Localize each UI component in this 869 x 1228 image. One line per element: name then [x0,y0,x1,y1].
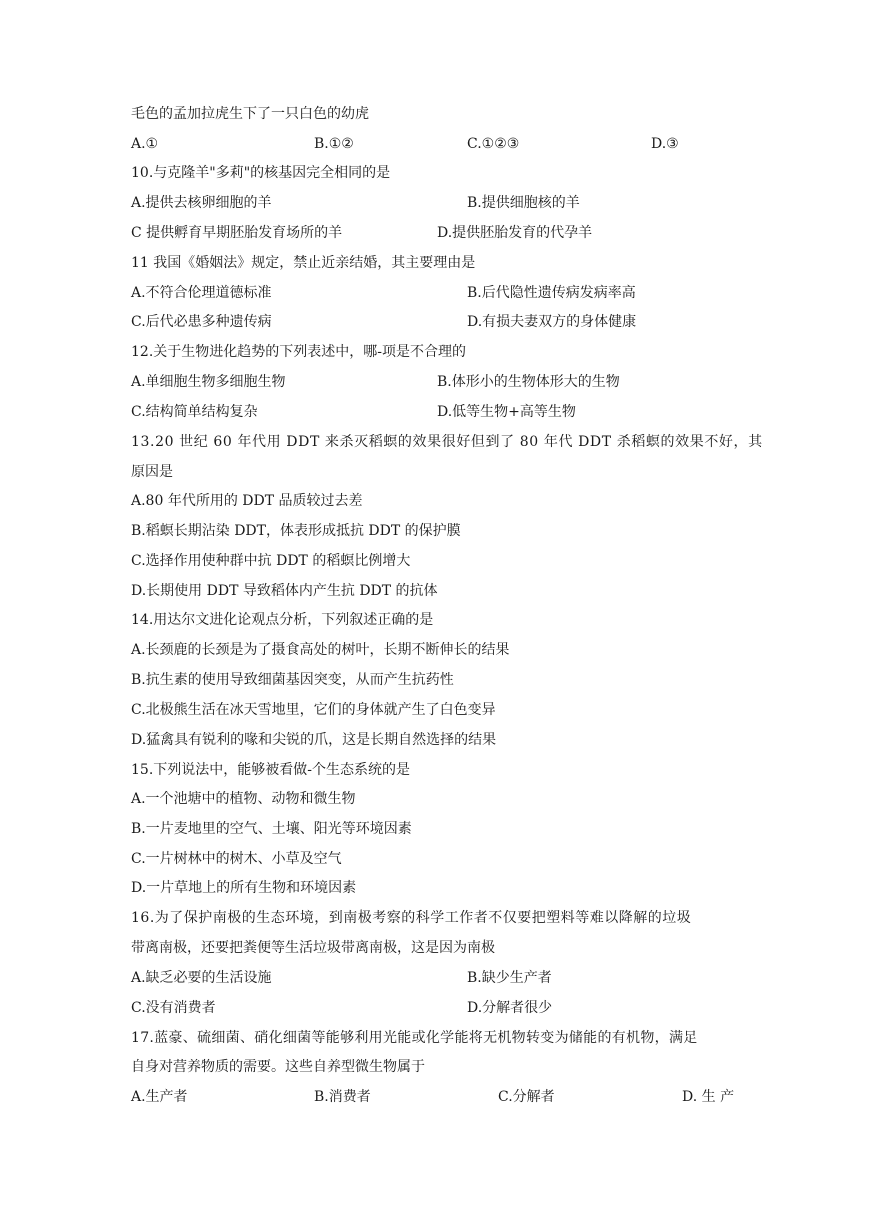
q16-option-c: C.没有消费者 [131,1000,216,1016]
q13-option-d: D.长期使用 DDT 导致稻体内产生抗 DDT 的抗体 [131,583,438,599]
q16-option-b: B.缺少生产者 [467,970,552,986]
question-17-cont: 自身对营养物质的需要。这些自养型微生物属于 [131,1059,425,1075]
q10-option-b: B.提供细胞核的羊 [467,195,580,211]
question-17: 17.蓝豪、硫细菌、硝化细菌等能够利用光能或化学能将无机物转变为储能的有机物，满足 [131,1030,698,1046]
q14-option-b: B.抗生素的使用导致细菌基因突变，从而产生抗药性 [131,672,454,688]
q13-option-a: A.80 年代所用的 DDT 品质较过去差 [131,493,363,509]
q10-option-c: C 提供孵育早期胚胎发育场所的羊 [131,225,343,241]
q9-option-c: C.①②③ [467,136,520,152]
question-13-cont: 原因是 [131,464,173,480]
q17-option-b: B.消费者 [314,1089,371,1105]
q12-option-d: D.低等生物+高等生物 [437,404,576,420]
question-15: 15.下列说法中，能够被看做-个生态系统的是 [131,762,410,778]
q15-option-b: B.一片麦地里的空气、土壤、阳光等环境因素 [131,821,412,837]
question-16: 16.为了保护南极的生态环境，到南极考察的科学工作者不仅要把塑料等难以降解的垃圾 [131,910,692,926]
question-16-cont: 带离南极，还要把粪便等生活垃圾带离南极，这是因为南极 [131,940,495,956]
q16-option-a: A.缺乏必要的生活设施 [131,970,272,986]
q14-option-d: D.猛禽具有锐利的喙和尖锐的爪，这是长期自然选择的结果 [131,732,497,748]
question-10: 10.与克隆羊"多莉"的核基因完全相同的是 [131,165,391,181]
question-13: 13.20 世纪 60 年代用 DDT 来杀灭稻螟的效果很好但到了 80 年代 DDT 杀稻螟的效果不好，其 [131,434,763,450]
q12-option-c: C.结构简单结构复杂 [131,404,258,420]
question-9-continuation: 毛色的孟加拉虎生下了一只白色的幼虎 [131,106,369,122]
q9-option-d: D.③ [651,136,679,152]
q10-option-a: A.提供去核卵细胞的羊 [131,195,272,211]
question-11: 11 我国《婚姻法》规定，禁止近亲结婚，其主要理由是 [131,255,476,271]
q11-option-d: D.有损夫妻双方的身体健康 [467,314,637,330]
q16-option-d: D.分解者很少 [467,1000,553,1016]
q14-option-a: A.长颈鹿的长颈是为了摄食高处的树叶，长期不断伸长的结果 [131,642,510,658]
q15-option-a: A.一个池塘中的植物、动物和微生物 [131,791,356,807]
q17-option-c: C.分解者 [498,1089,555,1105]
q15-option-d: D.一片草地上的所有生物和环境因素 [131,880,357,896]
q15-option-c: C.一片树林中的树木、小草及空气 [131,851,342,867]
question-14: 14.用达尔文进化论观点分析，下列叙述正确的是 [131,612,434,628]
q13-option-b: B.稻螟长期沾染 DDT，体表形成抵抗 DDT 的保护膜 [131,523,461,539]
question-12: 12.关于生物进化趋势的下列表述中，哪-项是不合理的 [131,344,466,360]
q12-option-b: B.体形小的生物体形大的生物 [437,374,620,390]
q13-option-c: C.选择作用使种群中抗 DDT 的稻螟比例增大 [131,553,411,569]
q14-option-c: C.北极熊生活在冰天雪地里，它们的身体就产生了白色变异 [131,702,496,718]
q9-option-a: A.① [131,136,159,152]
q12-option-a: A.单细胞生物多细胞生物 [131,374,286,390]
q11-option-a: A.不符合伦理道德标准 [131,285,272,301]
q17-option-a: A.生产者 [131,1089,188,1105]
q9-option-b: B.①② [314,136,354,152]
q10-option-d: D.提供胚胎发育的代孕羊 [437,225,593,241]
q11-option-b: B.后代隐性遗传病发病率高 [467,285,636,301]
q11-option-c: C.后代必患多种遗传病 [131,314,272,330]
q17-option-d: D. 生 产 [682,1089,735,1105]
